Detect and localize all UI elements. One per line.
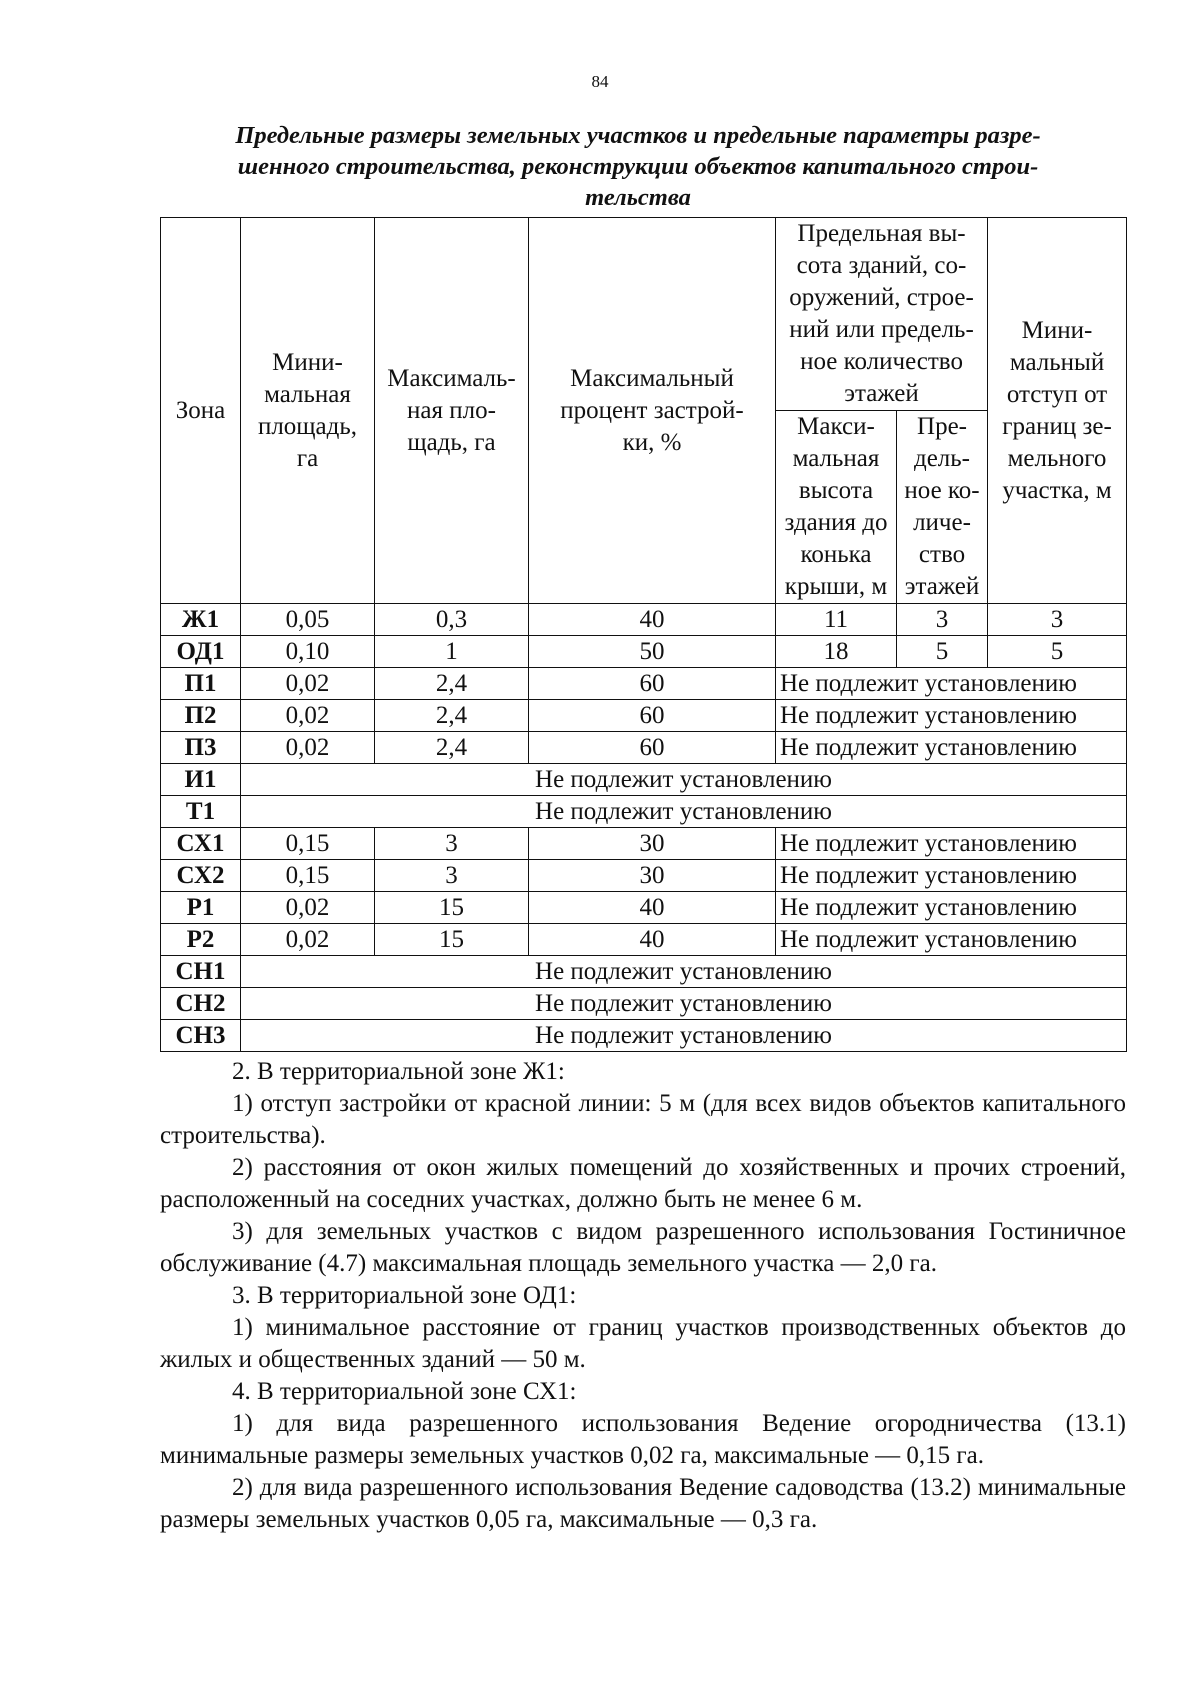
table-row xyxy=(161,732,1127,764)
floors-cell: 3 xyxy=(897,604,988,636)
paragraph: 1) минимальное расстояние от границ участков производственных объектов до жилых и общественных зданий — 50 м. xyxy=(160,1314,1126,1373)
percent-cell: 60 xyxy=(529,668,776,700)
paragraph: 2) расстояния от окон жилых помещений до хозяйственных и прочих строений, расположенный на соседних участках, должно быть не менее 6 м. xyxy=(160,1154,1126,1213)
table-row xyxy=(161,636,1127,668)
zone-cell: СН3 xyxy=(161,1020,241,1052)
percent-cell: 30 xyxy=(529,860,776,892)
title-line: Предельные размеры земельных участков и предельные параметры разре- xyxy=(235,122,1041,149)
not-applicable-cell: Не подлежит установлению xyxy=(776,700,1127,732)
table-title xyxy=(160,120,1116,213)
setback-cell: 5 xyxy=(988,636,1127,668)
table-row xyxy=(161,668,1127,700)
title-line: тельства xyxy=(585,184,691,211)
min-area-cell: 0,10 xyxy=(241,636,375,668)
min-area-cell: 0,15 xyxy=(241,860,375,892)
not-applicable-cell: Не подлежит установлению xyxy=(241,1020,1127,1052)
zone-cell: ОД1 xyxy=(161,636,241,668)
percent-cell: 50 xyxy=(529,636,776,668)
table-row xyxy=(161,924,1127,956)
zone-cell: СН1 xyxy=(161,956,241,988)
table-row xyxy=(161,892,1127,924)
table-row xyxy=(161,988,1127,1020)
not-applicable-cell: Не подлежит установлению xyxy=(776,892,1127,924)
not-applicable-cell: Не подлежит установлению xyxy=(241,988,1127,1020)
paragraph: 3) для земельных участков с видом разрешенного использования Гостиничное обслуживание (4.7) максимальная площадь земельного участка — 2,0 га. xyxy=(160,1218,1126,1277)
max-area-cell: 2,4 xyxy=(375,700,529,732)
height-cell: 11 xyxy=(776,604,897,636)
zone-cell: СХ2 xyxy=(161,860,241,892)
zone-cell: СХ1 xyxy=(161,828,241,860)
max-area-cell: 1 xyxy=(375,636,529,668)
max-area-cell: 3 xyxy=(375,860,529,892)
table-row xyxy=(161,956,1127,988)
paragraph: 1) отступ застройки от красной линии: 5 м (для всех видов объектов капитального строительства). xyxy=(160,1090,1126,1149)
min-area-cell: 0,05 xyxy=(241,604,375,636)
limits-table xyxy=(160,217,1127,1052)
header-min-area: Мини- мальная площадь, га xyxy=(241,218,375,604)
table-row xyxy=(161,860,1127,892)
paragraph: 2) для вида разрешенного использования Ведение садоводства (13.2) минимальные размеры земельных участков 0,05 га, максимальные — 0,3 га. xyxy=(160,1474,1126,1533)
table-row xyxy=(161,604,1127,636)
max-area-cell: 3 xyxy=(375,828,529,860)
not-applicable-cell: Не подлежит установлению xyxy=(776,668,1127,700)
table-row xyxy=(161,1020,1127,1052)
table-row xyxy=(161,796,1127,828)
zone-cell: П3 xyxy=(161,732,241,764)
table-row xyxy=(161,764,1127,796)
table-row xyxy=(161,828,1127,860)
percent-cell: 30 xyxy=(529,828,776,860)
height-cell: 18 xyxy=(776,636,897,668)
section-heading: 4. В территориальной зоне СХ1: xyxy=(232,1378,577,1405)
min-area-cell: 0,02 xyxy=(241,700,375,732)
not-applicable-cell: Не подлежит установлению xyxy=(241,764,1127,796)
min-area-cell: 0,15 xyxy=(241,828,375,860)
zone-cell: Р1 xyxy=(161,892,241,924)
min-area-cell: 0,02 xyxy=(241,668,375,700)
setback-cell: 3 xyxy=(988,604,1127,636)
header-max-height: Макси- мальная высота здания до конька крыши, м xyxy=(776,411,897,604)
percent-cell: 40 xyxy=(529,892,776,924)
not-applicable-cell: Не подлежит установлению xyxy=(776,732,1127,764)
zone-cell: Р2 xyxy=(161,924,241,956)
page-number: 84 xyxy=(591,72,609,91)
header-min-setback: Мини- мальный отступ от границ зе- мельного участка, м xyxy=(988,218,1127,604)
max-area-cell: 2,4 xyxy=(375,668,529,700)
zone-cell: Т1 xyxy=(161,796,241,828)
section-heading: 2. В территориальной зоне Ж1: xyxy=(232,1058,565,1085)
zone-cell: П1 xyxy=(161,668,241,700)
percent-cell: 60 xyxy=(529,732,776,764)
percent-cell: 60 xyxy=(529,700,776,732)
paragraph: 1) для вида разрешенного использования Ведение огородничества (13.1) минимальные размеры земельных участков 0,02 га, максимальные — 0,15 га. xyxy=(160,1410,1126,1469)
min-area-cell: 0,02 xyxy=(241,732,375,764)
zone-cell: П2 xyxy=(161,700,241,732)
zone-cell: Ж1 xyxy=(161,604,241,636)
max-area-cell: 0,3 xyxy=(375,604,529,636)
max-area-cell: 15 xyxy=(375,892,529,924)
table-row xyxy=(161,700,1127,732)
header-max-percent: Максимальный процент застрой- ки, % xyxy=(529,218,776,604)
zone-cell: И1 xyxy=(161,764,241,796)
header-zone: Зона xyxy=(161,218,241,604)
zone-cell: СН2 xyxy=(161,988,241,1020)
max-area-cell: 15 xyxy=(375,924,529,956)
not-applicable-cell: Не подлежит установлению xyxy=(776,860,1127,892)
percent-cell: 40 xyxy=(529,924,776,956)
header-height-group: Предельная вы- сота зданий, со- оружений, строе- ний или предель- ное количество этажей xyxy=(776,218,988,411)
body-text xyxy=(160,1056,1126,1536)
not-applicable-cell: Не подлежит установлению xyxy=(776,924,1127,956)
title-line: шенного строительства, реконструкции объектов капитального строи- xyxy=(237,153,1039,180)
not-applicable-cell: Не подлежит установлению xyxy=(241,956,1127,988)
percent-cell: 40 xyxy=(529,604,776,636)
max-area-cell: 2,4 xyxy=(375,732,529,764)
header-max-area: Максималь- ная пло- щадь, га xyxy=(375,218,529,604)
header-max-floors: Пре- дель- ное ко- личе- ство этажей xyxy=(897,411,988,604)
section-heading: 3. В территориальной зоне ОД1: xyxy=(232,1282,577,1309)
table-body xyxy=(161,604,1127,1052)
min-area-cell: 0,02 xyxy=(241,892,375,924)
not-applicable-cell: Не подлежит установлению xyxy=(776,828,1127,860)
not-applicable-cell: Не подлежит установлению xyxy=(241,796,1127,828)
min-area-cell: 0,02 xyxy=(241,924,375,956)
floors-cell: 5 xyxy=(897,636,988,668)
table-header xyxy=(161,218,1127,604)
